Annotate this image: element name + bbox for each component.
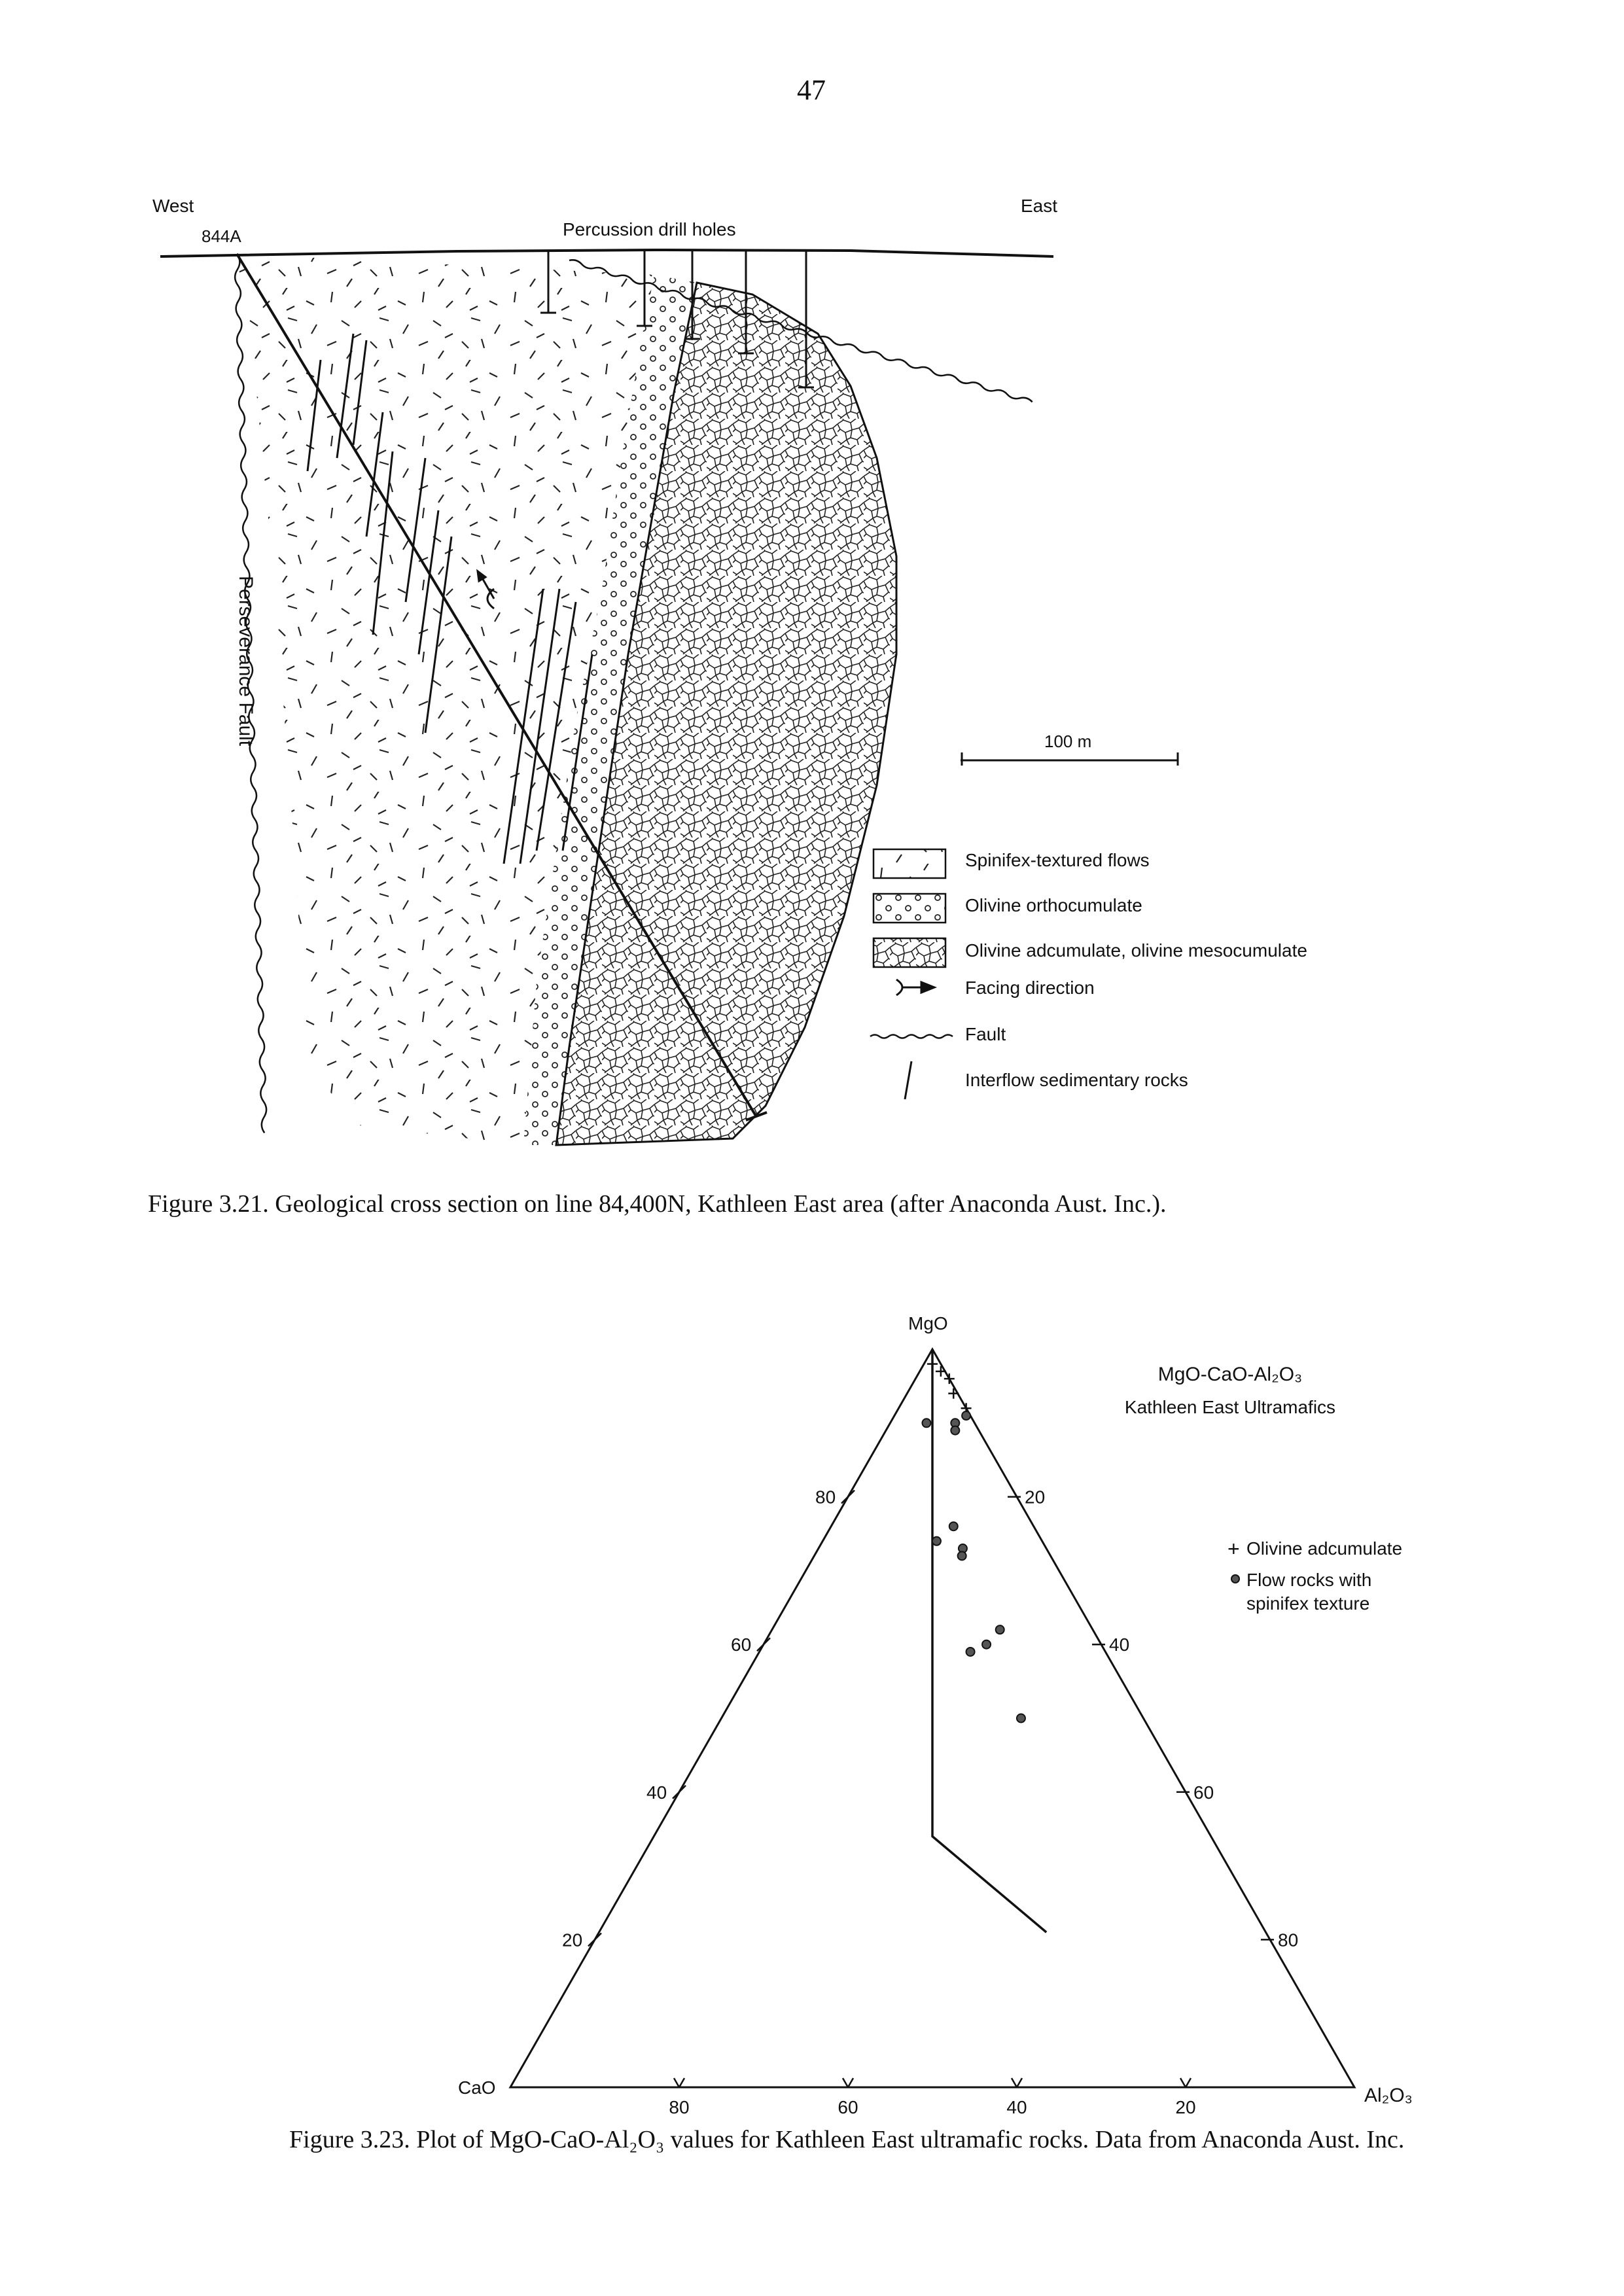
tick-cao-40 — [1012, 2078, 1017, 2087]
scale-label: 100 m — [1044, 732, 1092, 751]
tick-cao-20-b — [1186, 2078, 1191, 2087]
tick-cao-20 — [1180, 2078, 1186, 2087]
fault-name-label: Perseverance Fault — [235, 576, 256, 747]
vertex-label-al2o3: Al₂O₃ — [1364, 2085, 1413, 2106]
point-flow-rock-3 — [962, 1411, 970, 1420]
tick-label-cao-60: 60 — [838, 2097, 858, 2117]
tick-mgo-40 — [673, 1786, 686, 1799]
tick-cao-40-b — [1017, 2078, 1022, 2087]
vertex-label-mgo: MgO — [908, 1313, 948, 1333]
tick-mgo-20 — [588, 1933, 601, 1946]
point-olivine-adcumulate-2 — [944, 1373, 955, 1384]
point-flow-rock-4 — [949, 1522, 958, 1530]
ternary-legend — [1227, 1537, 1402, 1614]
east-label: East — [1021, 196, 1058, 216]
legend-label-sediment: Interflow sedimentary rocks — [965, 1070, 1188, 1090]
point-olivine-adcumulate-0 — [927, 1359, 938, 1369]
tick-mgo-80 — [841, 1491, 855, 1504]
tick-label-al2o3-20: 20 — [1025, 1487, 1046, 1508]
legend-label-flow-rocks-line2: spinifex texture — [1246, 1593, 1370, 1614]
vertex-label-cao: CaO — [458, 2077, 496, 2098]
ternary-subtitle: Kathleen East Ultramafics — [1124, 1397, 1336, 1417]
point-flow-rock-9 — [982, 1640, 991, 1649]
tick-cao-80 — [674, 2078, 679, 2087]
drill-holes-label: Percussion drill holes — [563, 219, 736, 239]
figure-3-23-caption: Figure 3.23. Plot of MgO-CaO-Al₂O₃ values for Kathleen East ultramafic rocks. Data from Anaconda Aust. Inc. — [289, 2126, 1405, 2153]
ternary-title: MgO-CaO-Al₂O₃ — [1157, 1364, 1303, 1385]
legend-label-orthocumulate: Olivine orthocumulate — [965, 895, 1142, 915]
tick-cao-60 — [843, 2078, 848, 2087]
point-olivine-adcumulate-3 — [948, 1388, 959, 1399]
tick-label-mgo-60: 60 — [731, 1634, 752, 1655]
point-flow-rock-7 — [958, 1551, 966, 1560]
legend-label-olivine-adcumulate: Olivine adcumulate — [1246, 1538, 1403, 1559]
ternary-data-points — [922, 1359, 1025, 1723]
tick-label-cao-20: 20 — [1175, 2097, 1196, 2117]
point-flow-rock-11 — [1017, 1714, 1025, 1723]
tick-label-al2o3-40: 40 — [1109, 1634, 1130, 1655]
tick-label-cao-40: 40 — [1006, 2097, 1027, 2117]
tick-label-mgo-20: 20 — [562, 1930, 583, 1951]
legend-label-flow-rocks-line1: Flow rocks with — [1246, 1570, 1372, 1590]
legend-label-facing: Facing direction — [965, 978, 1095, 998]
tick-cao-60-b — [848, 2078, 853, 2087]
legend-symbol-plus: + — [1227, 1537, 1240, 1561]
point-flow-rock-8 — [996, 1625, 1004, 1634]
tick-label-cao-80: 80 — [669, 2097, 690, 2117]
legend-symbol-circle — [1231, 1575, 1239, 1583]
point-flow-rock-0 — [922, 1419, 930, 1427]
west-label: West — [152, 196, 194, 216]
page-number: 47 — [797, 74, 826, 106]
tick-label-al2o3-80: 80 — [1278, 1930, 1299, 1951]
tick-cao-80-b — [679, 2078, 684, 2087]
point-flow-rock-2 — [951, 1426, 959, 1435]
legend-label-spinifex: Spinifex-textured flows — [965, 850, 1150, 870]
tick-label-mgo-40: 40 — [646, 1782, 667, 1803]
legend-label-adcumulate: Olivine adcumulate, olivine mesocumulate — [965, 940, 1307, 961]
point-olivine-adcumulate-1 — [936, 1366, 946, 1377]
tick-label-mgo-80: 80 — [815, 1487, 836, 1508]
point-flow-rock-5 — [932, 1537, 941, 1545]
legend-label-fault: Fault — [965, 1024, 1006, 1044]
hole-id-label: 844A — [202, 226, 241, 246]
figure-3-21-caption: Figure 3.21. Geological cross section on line 84,400N, Kathleen East area (after Anaconda Aust. Inc.). — [148, 1190, 1167, 1218]
tick-label-al2o3-60: 60 — [1193, 1782, 1214, 1803]
tick-mgo-60 — [757, 1638, 770, 1651]
point-flow-rock-10 — [966, 1648, 975, 1656]
